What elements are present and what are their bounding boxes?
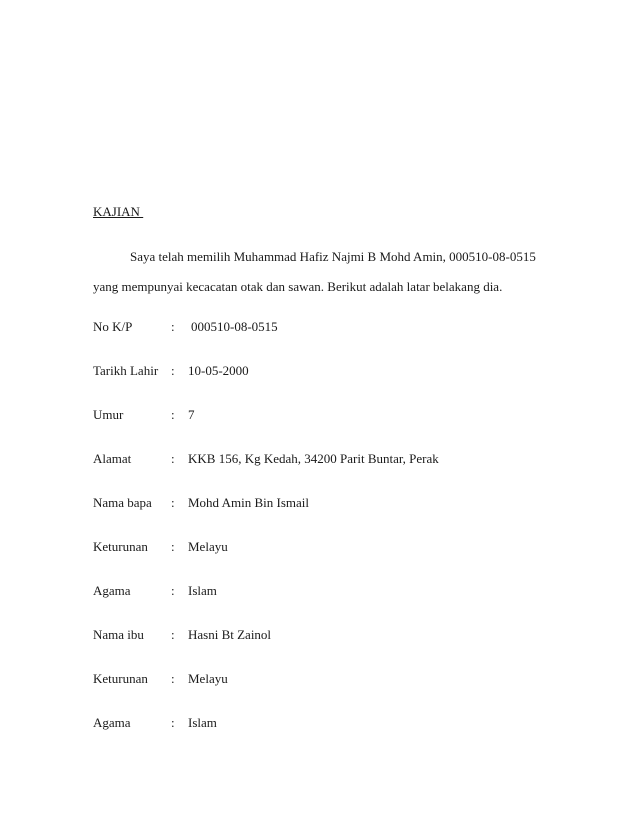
field-value: Melayu [188, 671, 228, 686]
field-row-nama-ibu [93, 627, 553, 671]
field-label: Keturunan [93, 539, 148, 554]
intro-paragraph-line-1: Saya telah memilih Muhammad Hafiz Najmi B Mohd Amin, 000510-08-0515 [130, 249, 536, 264]
field-colon: : [171, 363, 175, 378]
field-label: No K/P [93, 319, 133, 334]
field-row-nama-bapa [93, 495, 553, 539]
field-label: Keturunan [93, 671, 148, 686]
field-row-keturunan-bapa [93, 539, 553, 583]
field-label: Alamat [93, 451, 132, 466]
field-value: Mohd Amin Bin Ismail [188, 495, 309, 510]
field-label: Nama ibu [93, 627, 144, 642]
field-row-tarikh-lahir [93, 363, 553, 407]
field-colon: : [171, 583, 175, 598]
profile-fields [93, 319, 553, 759]
field-colon: : [171, 627, 175, 642]
field-colon: : [171, 319, 175, 334]
field-row-agama-ibu [93, 715, 553, 759]
field-value: Islam [188, 583, 217, 598]
field-value: KKB 156, Kg Kedah, 34200 Parit Buntar, Perak [188, 451, 439, 466]
field-value: Islam [188, 715, 217, 730]
field-colon: : [171, 539, 175, 554]
field-row-alamat [93, 451, 553, 495]
intro-paragraph-line-2: yang mempunyai kecacatan otak dan sawan. Berikut adalah latar belakang dia. [93, 279, 503, 294]
field-row-keturunan-ibu [93, 671, 553, 715]
field-label: Tarikh Lahir [93, 363, 159, 378]
field-value: 7 [188, 407, 195, 422]
field-colon: : [171, 495, 175, 510]
field-value: Melayu [188, 539, 228, 554]
field-row-agama-bapa [93, 583, 553, 627]
field-label: Agama [93, 583, 131, 598]
field-label: Nama bapa [93, 495, 152, 510]
field-row-umur [93, 407, 553, 451]
field-value: 000510-08-0515 [191, 319, 278, 334]
field-colon: : [171, 671, 175, 686]
intro-paragraph [93, 249, 553, 295]
field-row-no-kp [93, 319, 553, 363]
field-value: Hasni Bt Zainol [188, 627, 272, 642]
field-label: Agama [93, 715, 131, 730]
document-heading: KAJIAN [93, 204, 144, 219]
field-colon: : [171, 715, 175, 730]
field-label: Umur [93, 407, 124, 422]
field-colon: : [171, 451, 175, 466]
field-value: 10-05-2000 [188, 363, 249, 378]
field-colon: : [171, 407, 175, 422]
